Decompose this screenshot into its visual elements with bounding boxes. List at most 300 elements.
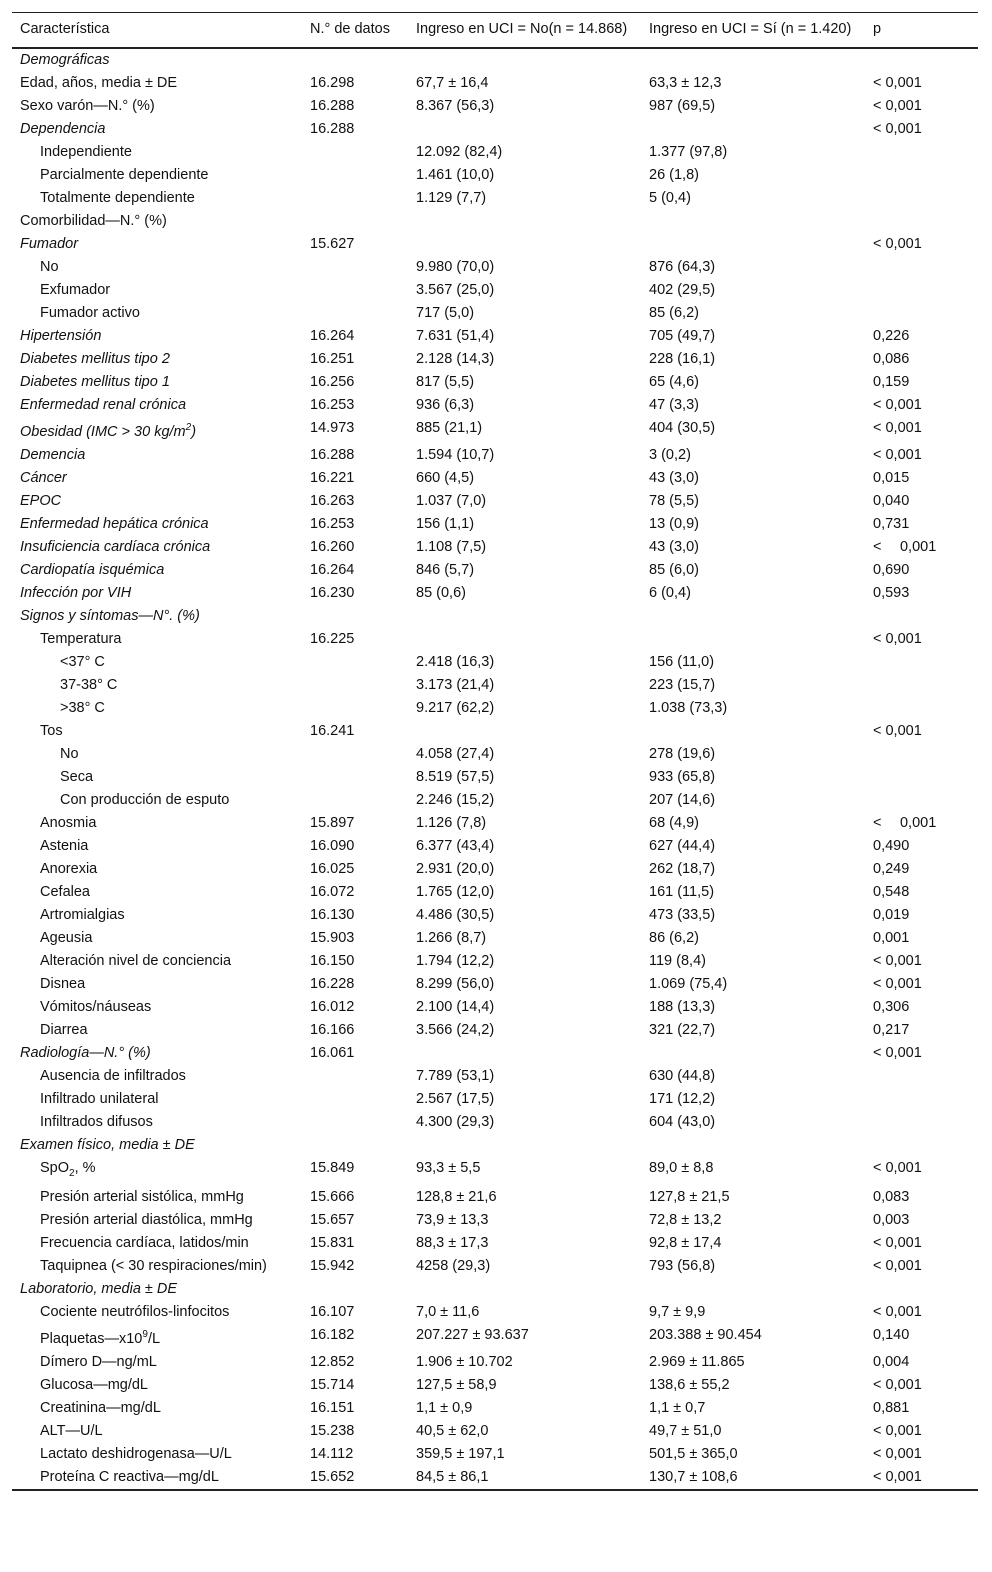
row-uci-no: 2.931 (20,0) <box>416 860 495 877</box>
row-p: 0,226 <box>873 328 910 344</box>
row-label: Infección por VIH <box>20 584 132 601</box>
row-uci-si <box>641 210 865 233</box>
row-p: 0,140 <box>873 1326 910 1343</box>
row-label: Anosmia <box>40 814 97 831</box>
table-row <box>12 996 978 1019</box>
table-header <box>12 13 978 49</box>
table-row <box>12 279 978 302</box>
row-label: Con producción de esputo <box>60 791 230 808</box>
row-uci-si: 705 (49,7) <box>649 328 716 344</box>
row-uci-no <box>408 628 641 651</box>
row-label: Disnea <box>40 975 86 992</box>
row-p <box>865 743 978 766</box>
header-caracteristica: Característica <box>20 21 110 37</box>
row-p: < 0,001 <box>873 1257 922 1274</box>
row-uci-no: 67,7 ± 16,4 <box>416 75 489 91</box>
row-label: Parcialmente dependiente <box>40 167 209 183</box>
row-label: Signos y síntomas—N°. (%) <box>20 607 200 624</box>
table-row <box>12 302 978 325</box>
row-uci-si: 43 (3,0) <box>649 469 699 486</box>
table-row <box>12 835 978 858</box>
row-uci-si: 89,0 ± 8,8 <box>649 1159 714 1176</box>
row-p <box>865 605 978 628</box>
table-row <box>12 904 978 927</box>
row-uci-si: 65 (4,6) <box>649 374 699 390</box>
row-n-datos: 15.652 <box>310 1468 355 1485</box>
row-uci-si: 68 (4,9) <box>649 814 699 831</box>
row-p: < 0,001 <box>873 420 922 436</box>
row-uci-no: 2.246 (15,2) <box>416 791 495 808</box>
row-label: Comorbilidad—N.° (%) <box>20 213 167 229</box>
row-uci-si: 171 (12,2) <box>649 1090 716 1107</box>
row-label: No <box>60 745 79 762</box>
row-p: 0,731 <box>873 515 910 532</box>
row-uci-si: 86 (6,2) <box>649 929 699 946</box>
row-uci-no: 12.092 (82,4) <box>416 144 503 160</box>
row-uci-no: 1.266 (8,7) <box>416 929 487 946</box>
row-p: 0,548 <box>873 883 910 900</box>
row-uci-si: 1.069 (75,4) <box>649 975 728 992</box>
row-uci-no: 9.217 (62,2) <box>416 699 495 716</box>
table-row <box>12 1065 978 1088</box>
row-n-datos <box>302 187 408 210</box>
row-uci-no: 88,3 ± 17,3 <box>416 1234 489 1251</box>
row-uci-no: 93,3 ± 5,5 <box>416 1159 481 1176</box>
row-uci-no: 4.486 (30,5) <box>416 906 495 923</box>
row-uci-si: 402 (29,5) <box>649 282 716 298</box>
row-n-datos: 16.260 <box>310 538 355 555</box>
row-p: < 0,001 <box>873 1159 922 1176</box>
table-row <box>12 48 978 72</box>
row-uci-no: 817 (5,5) <box>416 374 475 390</box>
table-row <box>12 1186 978 1209</box>
row-label: Diarrea <box>40 1021 88 1038</box>
row-n-datos <box>302 256 408 279</box>
table-row <box>12 1088 978 1111</box>
row-uci-no: 9.980 (70,0) <box>416 259 495 275</box>
row-p: 0,490 <box>873 837 910 854</box>
row-uci-si <box>641 233 865 256</box>
table-row <box>12 233 978 256</box>
table-row <box>12 789 978 812</box>
row-p: < 0,001 <box>873 814 937 831</box>
row-n-datos <box>302 605 408 628</box>
row-uci-si: 119 (8,4) <box>649 952 706 969</box>
row-label: Frecuencia cardíaca, latidos/min <box>40 1234 249 1251</box>
row-uci-si <box>641 628 865 651</box>
header-uci-si: Ingreso en UCI = Sí (n = 1.420) <box>649 21 852 37</box>
table-row <box>12 72 978 95</box>
row-p <box>865 279 978 302</box>
row-n-datos <box>302 1134 408 1157</box>
row-uci-no: 1.794 (12,2) <box>416 952 495 969</box>
header-n-datos: N.° de datos <box>310 21 390 37</box>
table-row <box>12 187 978 210</box>
row-n-datos: 16.225 <box>310 630 355 647</box>
row-uci-no: 1.126 (7,8) <box>416 814 487 831</box>
row-uci-si: 933 (65,8) <box>649 768 716 785</box>
row-uci-no: 1.461 (10,0) <box>416 167 495 183</box>
row-p: < 0,001 <box>873 722 922 739</box>
row-uci-no: 936 (6,3) <box>416 397 475 413</box>
row-uci-no: 40,5 ± 62,0 <box>416 1422 489 1439</box>
row-uci-si: 630 (44,8) <box>649 1067 716 1084</box>
row-p: < 0,001 <box>873 121 922 137</box>
row-label: Fumador <box>20 236 79 252</box>
row-p: 0,217 <box>873 1021 910 1038</box>
row-uci-no: 2.418 (16,3) <box>416 653 495 670</box>
row-label: Tos <box>40 722 63 739</box>
row-n-datos: 16.182 <box>310 1326 355 1343</box>
row-uci-si: 207 (14,6) <box>649 791 716 808</box>
row-uci-no: 2.567 (17,5) <box>416 1090 495 1107</box>
row-uci-si: 604 (43,0) <box>649 1113 716 1130</box>
row-uci-no: 1.594 (10,7) <box>416 446 495 463</box>
table-row <box>12 881 978 904</box>
row-n-datos: 14.973 <box>310 420 355 436</box>
characteristics-table <box>12 12 978 1491</box>
row-uci-no: 1.765 (12,0) <box>416 883 495 900</box>
table-row <box>12 371 978 394</box>
row-uci-si <box>641 1042 865 1065</box>
row-p: < 0,001 <box>873 1303 922 1320</box>
row-n-datos <box>302 302 408 325</box>
row-uci-si: 473 (33,5) <box>649 906 716 923</box>
row-label: Edad, años, media ± DE <box>20 75 178 91</box>
row-uci-si: 223 (15,7) <box>649 676 716 693</box>
table-row <box>12 1324 978 1351</box>
row-p <box>865 1065 978 1088</box>
table-row <box>12 536 978 559</box>
row-n-datos: 16.061 <box>310 1044 355 1061</box>
row-label: Anorexia <box>40 860 98 877</box>
row-uci-si <box>641 1134 865 1157</box>
row-n-datos: 16.012 <box>310 998 355 1015</box>
row-label: Enfermedad renal crónica <box>20 397 187 413</box>
row-p <box>865 302 978 325</box>
row-n-datos: 16.241 <box>310 722 355 739</box>
row-label: Seca <box>60 768 94 785</box>
row-n-datos <box>302 743 408 766</box>
row-p: < 0,001 <box>873 1422 922 1439</box>
row-uci-no: 4258 (29,3) <box>416 1257 491 1274</box>
row-label: Demográficas <box>20 52 110 68</box>
row-p: < 0,001 <box>873 236 922 252</box>
row-label: Lactato deshidrogenasa—U/L <box>40 1445 232 1462</box>
row-label: $Plaquetas—x10^9/L$ <box>40 1328 161 1347</box>
row-uci-si: 72,8 ± 13,2 <box>649 1211 722 1228</box>
row-uci-no: 127,5 ± 58,9 <box>416 1376 497 1393</box>
table-row <box>12 1232 978 1255</box>
row-n-datos <box>302 164 408 187</box>
row-uci-si: 987 (69,5) <box>649 98 716 114</box>
row-uci-si: 228 (16,1) <box>649 351 716 367</box>
table-row <box>12 141 978 164</box>
row-n-datos: 12.852 <box>310 1353 355 1370</box>
table-row <box>12 605 978 628</box>
row-n-datos: 16.230 <box>310 584 355 601</box>
row-n-datos: 16.256 <box>310 374 355 390</box>
row-uci-no: 4.058 (27,4) <box>416 745 495 762</box>
row-n-datos: 16.288 <box>310 446 355 463</box>
row-n-datos <box>302 279 408 302</box>
row-label: Ageusia <box>40 929 93 946</box>
row-label: No <box>40 259 59 275</box>
row-label: <37° C <box>60 653 105 670</box>
row-uci-no <box>408 1042 641 1065</box>
row-uci-no: 207.227 ± 93.637 <box>416 1326 529 1343</box>
table-row <box>12 348 978 371</box>
row-label: >38° C <box>60 699 105 716</box>
row-p <box>865 1088 978 1111</box>
table-row <box>12 559 978 582</box>
row-label: Cociente neutrófilos-linfocitos <box>40 1303 230 1320</box>
row-p: < 0,001 <box>873 98 922 114</box>
row-p: 0,249 <box>873 860 910 877</box>
row-uci-no: 7.789 (53,1) <box>416 1067 495 1084</box>
row-n-datos <box>302 789 408 812</box>
row-uci-no: 6.377 (43,4) <box>416 837 495 854</box>
row-label: Cardiopatía isquémica <box>20 561 165 578</box>
table-row <box>12 674 978 697</box>
row-p: 0,004 <box>873 1353 910 1370</box>
table-row <box>12 697 978 720</box>
row-uci-no: 717 (5,0) <box>416 305 475 321</box>
row-n-datos: 16.264 <box>310 328 355 344</box>
row-label: Diabetes mellitus tipo 2 <box>20 351 170 367</box>
row-uci-no: 3.566 (24,2) <box>416 1021 495 1038</box>
table-row <box>12 858 978 881</box>
table-row <box>12 1466 978 1490</box>
row-n-datos: 16.025 <box>310 860 355 877</box>
row-n-datos: 16.221 <box>310 469 355 486</box>
row-p <box>865 789 978 812</box>
row-uci-si: 127,8 ± 21,5 <box>649 1188 730 1205</box>
row-uci-no: 128,8 ± 21,6 <box>416 1188 497 1205</box>
row-uci-si: 47 (3,3) <box>649 397 699 413</box>
row-label: Creatinina—mg/dL <box>40 1399 161 1416</box>
row-uci-no: 7,0 ± 11,6 <box>416 1303 480 1320</box>
row-n-datos: 16.228 <box>310 975 355 992</box>
table-row <box>12 467 978 490</box>
row-label: Presión arterial diastólica, mmHg <box>40 1211 253 1228</box>
row-n-datos: 16.263 <box>310 492 355 509</box>
row-uci-si: 501,5 ± 365,0 <box>649 1445 738 1462</box>
row-label: Astenia <box>40 837 89 854</box>
row-p: < 0,001 <box>873 630 922 647</box>
table-row <box>12 1351 978 1374</box>
row-uci-si: 161 (11,5) <box>649 883 715 900</box>
table-row <box>12 927 978 950</box>
row-uci-si: 3 (0,2) <box>649 446 691 463</box>
row-n-datos <box>302 766 408 789</box>
row-uci-no: 846 (5,7) <box>416 561 475 578</box>
table-row <box>12 1255 978 1278</box>
table-row <box>12 766 978 789</box>
row-p <box>865 1134 978 1157</box>
table-row <box>12 1374 978 1397</box>
row-n-datos: 15.897 <box>310 814 355 831</box>
table-row <box>12 490 978 513</box>
row-p <box>865 651 978 674</box>
row-label: Dímero D—ng/mL <box>40 1353 157 1370</box>
table-row <box>12 95 978 118</box>
row-p: < 0,001 <box>873 1234 922 1251</box>
row-label: Totalmente dependiente <box>40 190 195 206</box>
row-n-datos: 15.657 <box>310 1211 355 1228</box>
table-row <box>12 950 978 973</box>
row-label: Demencia <box>20 446 86 463</box>
row-n-datos: 15.714 <box>310 1376 355 1393</box>
row-n-datos <box>302 48 408 72</box>
row-p <box>865 1111 978 1134</box>
row-n-datos: 16.298 <box>310 75 355 91</box>
row-uci-si: 278 (19,6) <box>649 745 716 762</box>
row-n-datos <box>302 1111 408 1134</box>
row-p <box>865 48 978 72</box>
row-uci-no: 1.037 (7,0) <box>416 492 487 509</box>
row-n-datos <box>302 141 408 164</box>
row-uci-si: 13 (0,9) <box>649 515 699 532</box>
row-uci-no: 885 (21,1) <box>416 420 483 436</box>
row-p: 0,690 <box>873 561 910 578</box>
row-label: Infiltrados difusos <box>40 1113 153 1130</box>
row-uci-si: 262 (18,7) <box>649 860 716 877</box>
row-n-datos: 16.150 <box>310 952 355 969</box>
table-row <box>12 1301 978 1324</box>
row-n-datos: 16.166 <box>310 1021 355 1038</box>
row-p <box>865 697 978 720</box>
row-n-datos <box>302 1278 408 1301</box>
row-label: Sexo varón—N.° (%) <box>20 98 155 114</box>
table-row <box>12 1209 978 1232</box>
row-uci-no: 85 (0,6) <box>416 584 466 601</box>
row-uci-no: 8.299 (56,0) <box>416 975 495 992</box>
row-n-datos: 15.238 <box>310 1422 355 1439</box>
row-label: EPOC <box>20 492 62 509</box>
row-uci-si: 92,8 ± 17,4 <box>649 1234 722 1251</box>
row-n-datos <box>302 1065 408 1088</box>
row-label: Hipertensión <box>20 328 102 344</box>
row-uci-si <box>641 48 865 72</box>
row-uci-no <box>408 118 641 141</box>
row-n-datos: 16.253 <box>310 397 355 413</box>
row-uci-no: 1.129 (7,7) <box>416 190 487 206</box>
row-uci-no: 1,1 ± 0,9 <box>416 1399 473 1416</box>
row-uci-si: 876 (64,3) <box>649 259 716 275</box>
row-n-datos: 16.251 <box>310 351 355 367</box>
row-label: Proteína C reactiva—mg/dL <box>40 1468 219 1485</box>
row-p: 0,003 <box>873 1211 910 1228</box>
row-label: Dependencia <box>20 121 106 137</box>
row-label: SpO$_2$, % <box>40 1159 96 1179</box>
row-n-datos <box>302 651 408 674</box>
row-uci-si <box>641 605 865 628</box>
row-n-datos: 16.288 <box>310 121 355 137</box>
row-p: < 0,001 <box>873 397 922 413</box>
row-p <box>865 674 978 697</box>
table-row <box>12 973 978 996</box>
row-uci-si: 1.377 (97,8) <box>649 144 728 160</box>
row-uci-si: 5 (0,4) <box>649 190 691 206</box>
row-label: Diabetes mellitus tipo 1 <box>20 374 170 390</box>
table-row <box>12 1420 978 1443</box>
row-p: 0,881 <box>873 1399 910 1416</box>
row-p: 0,001 <box>873 929 910 946</box>
row-uci-no <box>408 1278 641 1301</box>
row-n-datos: 15.849 <box>310 1159 355 1176</box>
row-p: 0,015 <box>873 469 910 486</box>
row-uci-si: 156 (11,0) <box>649 653 715 670</box>
row-label: Ausencia de infiltrados <box>40 1067 186 1084</box>
row-n-datos: 16.130 <box>310 906 355 923</box>
row-uci-si: 1.038 (73,3) <box>649 699 728 716</box>
row-uci-no: 156 (1,1) <box>416 515 475 532</box>
row-label: Artromialgias <box>40 906 125 923</box>
row-uci-si <box>641 118 865 141</box>
row-n-datos <box>302 697 408 720</box>
row-uci-si: 188 (13,3) <box>649 998 716 1015</box>
row-uci-no: 7.631 (51,4) <box>416 328 495 344</box>
row-label: Fumador activo <box>40 305 140 321</box>
row-p: 0,159 <box>873 374 910 390</box>
row-p: < 0,001 <box>873 975 922 992</box>
row-uci-si: 78 (5,5) <box>649 492 699 509</box>
row-uci-si: 138,6 ± 55,2 <box>649 1376 730 1393</box>
row-n-datos: 16.288 <box>310 98 355 114</box>
row-p <box>865 766 978 789</box>
row-label: Glucosa—mg/dL <box>40 1376 148 1393</box>
row-label: Temperatura <box>40 630 122 647</box>
row-p: 0,083 <box>873 1188 910 1205</box>
table-row <box>12 1443 978 1466</box>
row-n-datos: 16.151 <box>310 1399 355 1416</box>
row-p <box>865 141 978 164</box>
row-uci-no: 73,9 ± 13,3 <box>416 1211 489 1228</box>
row-n-datos <box>302 1088 408 1111</box>
row-label: Presión arterial sistólica, mmHg <box>40 1188 244 1205</box>
header-uci-no: Ingreso en UCI = No(n = 14.868) <box>416 21 628 37</box>
table-row <box>12 628 978 651</box>
row-n-datos: 15.627 <box>310 236 355 252</box>
table-row <box>12 118 978 141</box>
row-p <box>865 164 978 187</box>
header-p: p <box>873 21 882 37</box>
table-row <box>12 651 978 674</box>
row-p: 0,019 <box>873 906 910 923</box>
row-label: Exfumador <box>40 282 111 298</box>
table-row <box>12 394 978 417</box>
row-uci-no: 3.567 (25,0) <box>416 282 495 298</box>
row-p: < 0,001 <box>873 446 922 463</box>
row-uci-si: 26 (1,8) <box>649 167 699 183</box>
row-uci-no: 84,5 ± 86,1 <box>416 1468 489 1485</box>
row-uci-si: 404 (30,5) <box>649 420 716 436</box>
row-p: < 0,001 <box>873 538 937 555</box>
row-uci-si: 85 (6,0) <box>649 561 699 578</box>
table-row <box>12 1134 978 1157</box>
row-p <box>865 210 978 233</box>
table-row <box>12 417 978 444</box>
row-p: 0,306 <box>873 998 910 1015</box>
row-uci-si: 63,3 ± 12,3 <box>649 75 722 91</box>
row-uci-si: 49,7 ± 51,0 <box>649 1422 722 1439</box>
row-label: Infiltrado unilateral <box>40 1090 159 1107</box>
table-row <box>12 1111 978 1134</box>
row-p: < 0,001 <box>873 75 922 91</box>
row-uci-si: 85 (6,2) <box>649 305 699 321</box>
row-label: Cáncer <box>20 469 67 486</box>
